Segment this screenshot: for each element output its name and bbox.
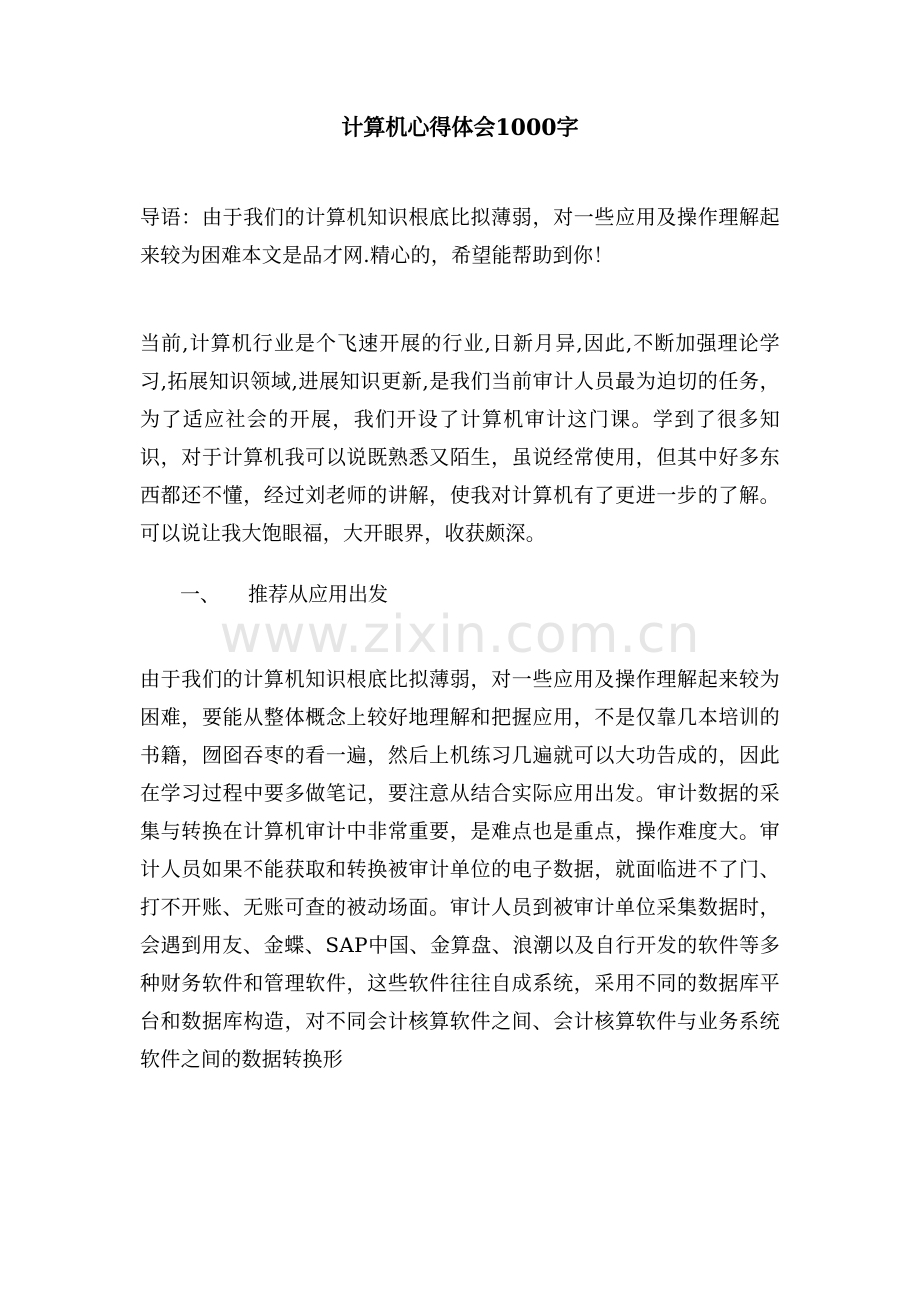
watermark: www.zixin.com.cn: [219, 605, 701, 665]
section-heading-number: 一、: [180, 582, 220, 606]
body-paragraph-2: 由于我们的计算机知识根底比拟薄弱，对一些应用及操作理解起来较为困难，要能从整体概念上较好地理解和把握应用，不是仅靠几本培训的书籍，囫囵吞枣的看一遍，然后上机练习几遍就可以大功告成的，因此在学习过程中要多做笔记，要注意从结合实际应用出发。审计数据的采集与转换在计算机审计中非常重要，是难点也是重点，操作难度大。审计人员如果不能获取和转换被审计单位的电子数据，就面临进不了门、打不开账、无账可查的被动场面。审计人员到被审计单位采集数据时，会遇到用友、金蝶、SAP中国、金算盘、浪潮以及自行开发的软件等多种财务软件和管理软件，这些软件往往自成系统，采用不同的数据库平台和数据库构造，对不同会计核算软件之间、会计核算软件与业务系统软件之间的数据转换形: [140, 667, 780, 1071]
intro-paragraph: 导语：由于我们的计算机知识根底比拟薄弱，对一些应用及操作理解起来较为困难本文是品才网.精心的，希望能帮助到你！: [140, 205, 780, 267]
document-title: 计算机心得体会1000字: [341, 115, 579, 141]
body-paragraph-1: 当前,计算机行业是个飞速开展的行业,日新月异,因此,不断加强理论学习,拓展知识领域,进展知识更新,是我们当前审计人员最为迫切的任务，为了适应社会的开展，我们开设了计算机审计这门课。学到了很多知识，对于计算机我可以说既熟悉又陌生，虽说经常使用，但其中好多东西都还不懂，经过刘老师的讲解，使我对计算机有了更进一步的了解。可以说让我大饱眼福，大开眼界，收获颇深。: [140, 331, 780, 545]
section-heading-text: 推荐从应用出发: [248, 582, 388, 606]
